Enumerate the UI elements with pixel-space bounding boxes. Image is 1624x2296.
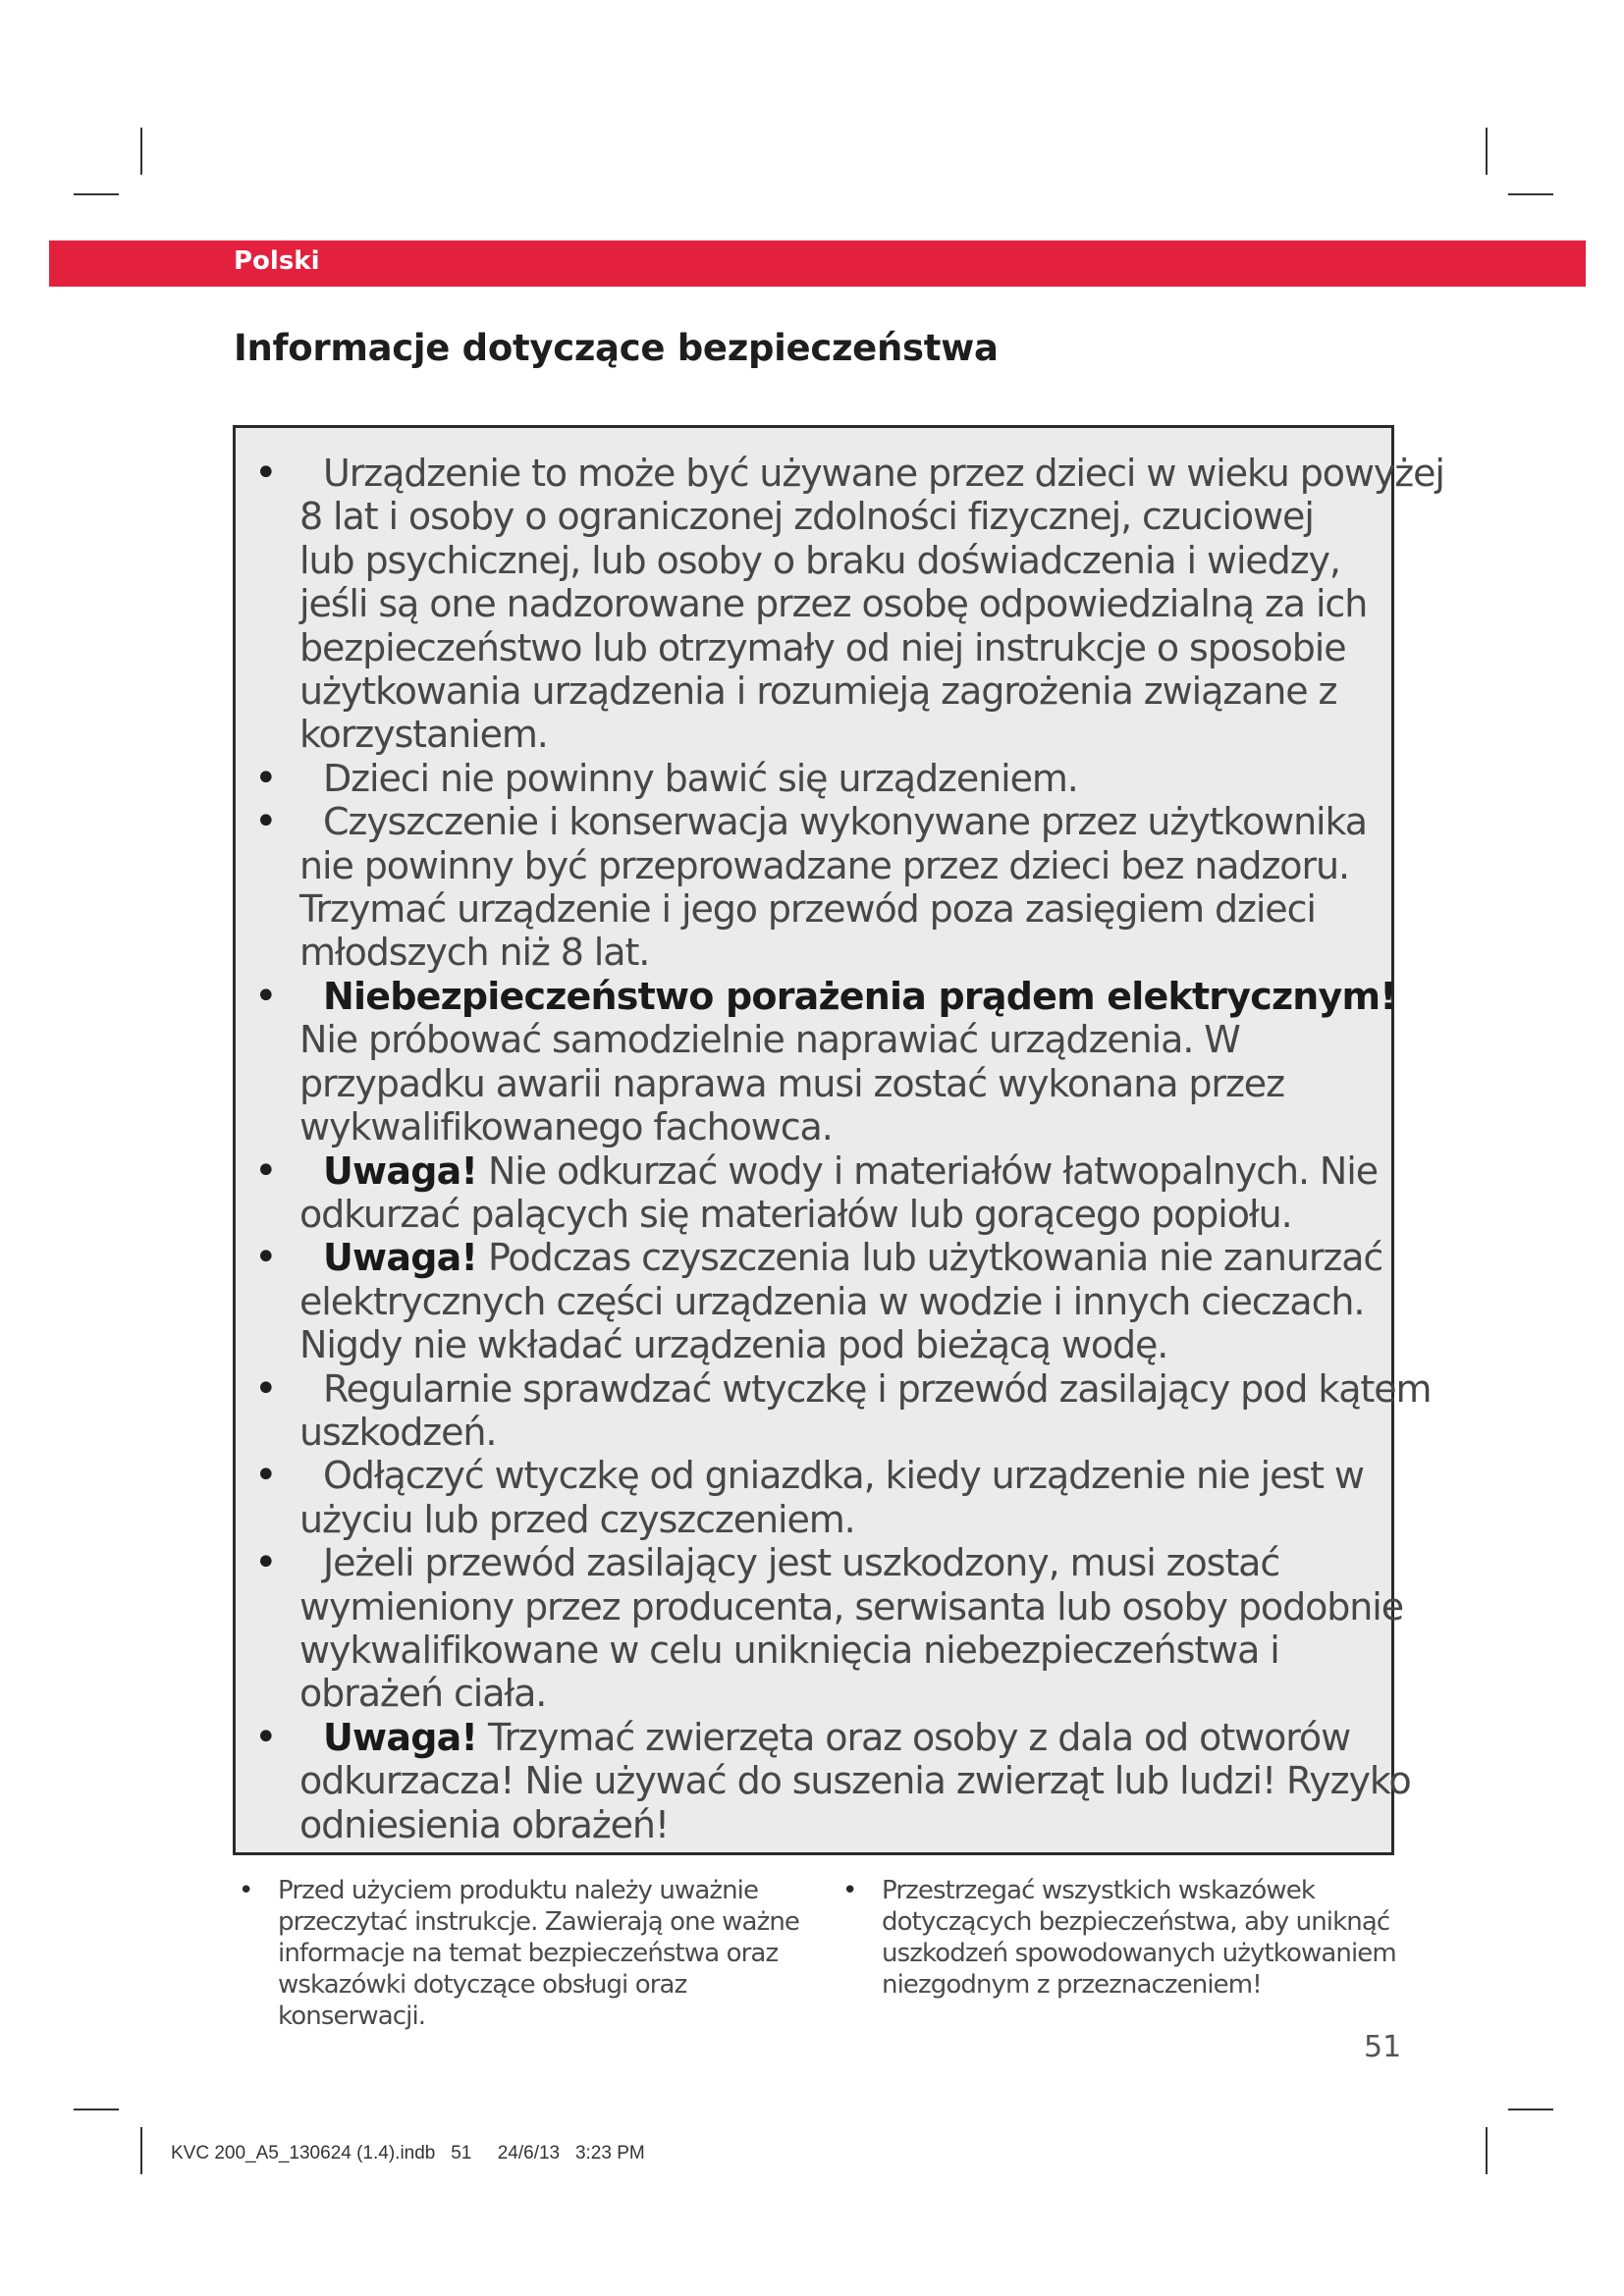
note-line: uszkodzeń spowodowanych użytkowaniem xyxy=(882,1939,1396,1968)
page-title: Informacje dotyczące bezpieczeństwa xyxy=(234,327,999,369)
bullet-icon: • xyxy=(254,755,277,801)
note-line: niezgodnym z przeznaczeniem! xyxy=(882,1970,1262,2000)
warning-line: odkurzać palących się materiałów lub gorącego popiołu. xyxy=(299,1192,1292,1236)
note-line: wskazówki dotyczące obsługi oraz konserwacji. xyxy=(278,1970,687,2031)
warning-line: Nigdy nie wkładać urządzenia pod bieżącą wodę. xyxy=(299,1323,1168,1367)
warning-line: Uwaga! Trzymać zwierzęta oraz osoby z dala od otworów xyxy=(323,1715,1351,1759)
note-line: Przestrzegać wszystkich wskazówek xyxy=(882,1876,1316,1905)
bullet-icon: • xyxy=(254,1235,277,1281)
warning-item xyxy=(254,1235,1391,1367)
language-label: Polski xyxy=(234,246,320,276)
warning-line: odkurzacza! Nie używać do suszenia zwierząt lub ludzi! Ryzyko xyxy=(299,1759,1411,1803)
warning-line xyxy=(299,974,1396,1018)
crop-mark xyxy=(140,2127,142,2174)
warning-item xyxy=(254,1453,1391,1541)
warning-line: Nie próbować samodzielnie naprawiać urządzenia. W xyxy=(299,1018,1240,1062)
safety-warning-box xyxy=(233,425,1444,1855)
warning-item xyxy=(254,1540,1403,1716)
bullet-icon: • xyxy=(254,973,277,1019)
warning-emphasis: Niebezpieczeństwo porażenia prądem elektrycznym! xyxy=(323,974,1396,1018)
warning-line: młodszych niż 8 lat. xyxy=(299,931,650,975)
warning-item xyxy=(254,451,1444,757)
warning-line: wykwalifikowanego fachowca. xyxy=(299,1105,833,1149)
bullet-icon: • xyxy=(254,451,277,496)
warning-line: przypadku awarii naprawa musi zostać wykonana przez xyxy=(299,1061,1284,1105)
warning-line: użytkowania urządzenia i rozumieją zagrożenia związane z xyxy=(299,669,1337,714)
bullet-icon: • xyxy=(254,1148,277,1194)
note-right xyxy=(842,1875,1432,2001)
warning-item xyxy=(254,1714,1411,1846)
warning-line: lub psychicznej, lub osoby o braku doświadczenia i wiedzy, xyxy=(299,538,1340,582)
bullet-icon: • xyxy=(842,1876,857,1905)
bullet-icon: • xyxy=(254,1540,277,1586)
warning-line: wykwalifikowane w celu uniknięcia niebezpieczeństwa i xyxy=(299,1628,1279,1672)
warning-line: obrażeń ciała. xyxy=(299,1672,547,1716)
warning-line: wymieniony przez producenta, serwisanta lub osoby podobnie xyxy=(299,1584,1403,1629)
warning-line: nie powinny być przeprowadzane przez dzieci bez nadzoru. xyxy=(299,843,1349,887)
bullet-icon: • xyxy=(254,799,277,845)
print-footer: KVC 200_A5_130624 (1.4).indb 51 24/6/13 3:23 PM xyxy=(171,2143,645,2163)
note-line: Przed użyciem produktu należy uważnie xyxy=(278,1876,759,1905)
crop-mark xyxy=(140,128,142,175)
warning-line: elektrycznych części urządzenia w wodzie i innych cieczach. xyxy=(299,1279,1365,1323)
warning-line: Regularnie sprawdzać wtyczkę i przewód zasilający pod kątem xyxy=(323,1366,1432,1411)
bullet-icon: • xyxy=(254,1365,277,1412)
warning-line: Urządzenie to może być używane przez dzieci w wieku powyżej xyxy=(323,452,1444,495)
bullet-icon: • xyxy=(254,1453,277,1499)
warning-line: Uwaga! Podczas czyszczenia lub użytkowania nie zanurzać xyxy=(323,1236,1383,1280)
warning-line: 8 lat i osoby o ograniczonej zdolności fizycznej, czuciowej xyxy=(299,495,1314,539)
crop-mark xyxy=(1486,2127,1488,2174)
page-number: 51 xyxy=(1364,2030,1402,2064)
crop-mark xyxy=(1508,2109,1553,2110)
note-line: przeczytać instrukcje. Zawierają one ważne xyxy=(278,1907,800,1937)
note-line: dotyczących bezpieczeństwa, aby uniknąć xyxy=(882,1907,1390,1937)
note-left xyxy=(239,1875,828,2032)
warning-item xyxy=(254,799,1391,975)
safety-warning-list xyxy=(236,428,1444,1846)
warning-line: użyciu lub przed czyszczeniem. xyxy=(299,1497,855,1541)
crop-mark xyxy=(74,2109,119,2110)
warning-line: Odłączyć wtyczkę od gniazdka, kiedy urządzenie nie jest w xyxy=(323,1454,1364,1498)
warning-emphasis: Uwaga! xyxy=(323,1148,477,1193)
warning-item xyxy=(254,973,1396,1149)
warning-line: Trzymać urządzenie i jego przewód poza zasięgiem dzieci xyxy=(299,887,1316,932)
warning-line: Dzieci nie powinny bawić się urządzeniem. xyxy=(323,756,1078,800)
warning-line: uszkodzeń. xyxy=(299,1410,497,1454)
warning-line: Czyszczenie i konserwacja wykonywane przez użytkownika xyxy=(323,800,1367,844)
warning-line: Uwaga! Nie odkurzać wody i materiałów łatwopalnych. Nie xyxy=(323,1148,1378,1193)
language-bar xyxy=(49,240,1586,287)
warning-item xyxy=(254,1148,1391,1237)
crop-mark xyxy=(74,193,119,195)
note-line: informacje na temat bezpieczeństwa oraz xyxy=(278,1939,779,1968)
warning-line: jeśli są one nadzorowane przez osobę odpowiedzialną za ich xyxy=(299,582,1368,626)
warning-emphasis: Uwaga! xyxy=(323,1715,477,1759)
bullet-icon: • xyxy=(254,1714,277,1760)
warning-line: Jeżeli przewód zasilający jest uszkodzony, musi zostać xyxy=(323,1541,1280,1585)
warning-line: odniesienia obrażeń! xyxy=(299,1802,670,1846)
warning-emphasis: Uwaga! xyxy=(323,1236,477,1280)
crop-mark xyxy=(1486,128,1488,175)
warning-item xyxy=(254,755,1391,801)
bullet-icon: • xyxy=(239,1876,253,1905)
warning-line: bezpieczeństwo lub otrzymały od niej instrukcje o sposobie xyxy=(299,625,1346,669)
crop-mark xyxy=(1508,193,1553,195)
warning-line: korzystaniem. xyxy=(299,713,548,757)
warning-item xyxy=(254,1365,1432,1455)
